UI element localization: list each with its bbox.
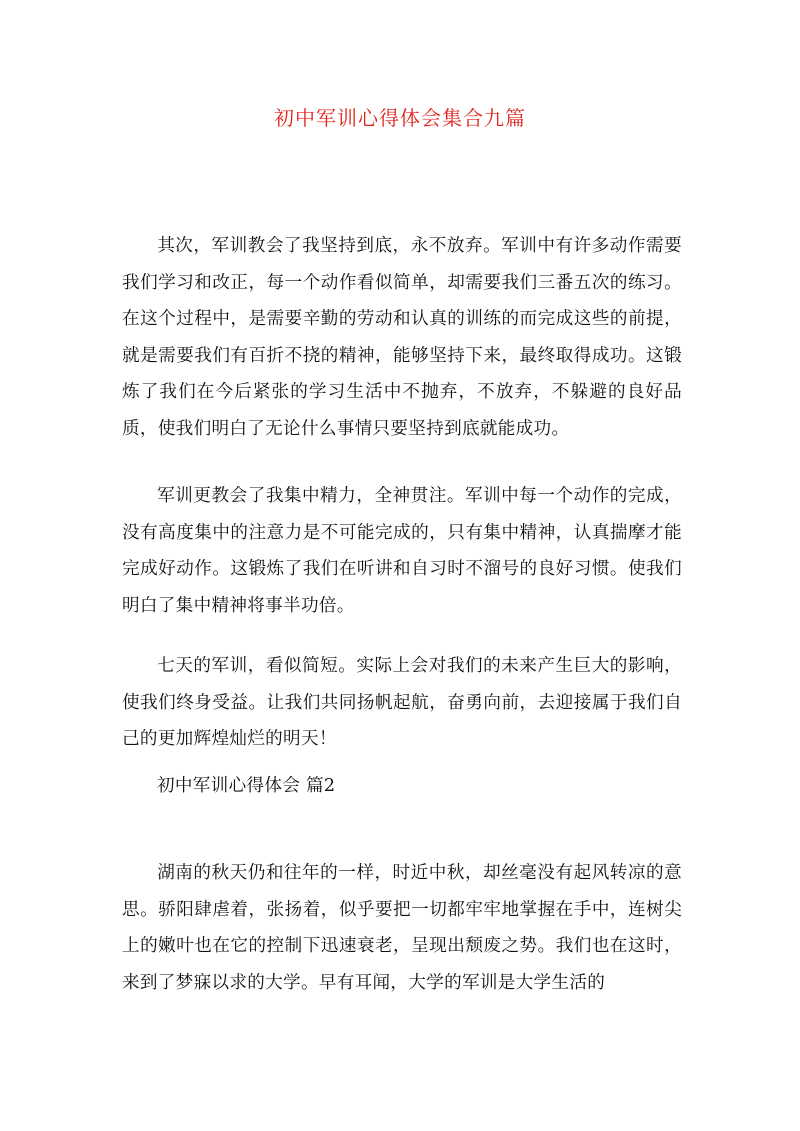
paragraph-hunan-autumn: 湖南的秋天仍和往年的一样，时近中秋，却丝毫没有起风转凉的意思。骄阳肆虐着，张扬着，似乎要把一切都牢牢地掌握在手中，连树尖上的嫩叶也在它的控制下迅速衰老，呈现出颓废之势。我们也在这时，来到了梦寐以求的大学。早有耳闻，大学的军训是大学生活的 [122, 863, 682, 993]
paragraph-persistence: 其次，军训教会了我坚持到底，永不放弃。军训中有许多动作需要我们学习和改正，每一个动作看似简单，却需要我们三番五次的练习。在这个过程中，是需要辛勤的劳动和认真的训练的而完成这些的前提，就是需要我们有百折不挠的精神，能够坚持下来，最终取得成功。这锻炼了我们在今后紧张的学习生活中不抛弃，不放弃，不躲避的良好品质，使我们明白了无论什么事情只要坚持到底就能成功。 [122, 236, 682, 439]
document-title: 初中军训心得体会集合九篇 [274, 106, 526, 130]
paragraph-conclusion: 七天的军训，看似简短。实际上会对我们的未来产生巨大的影响，使我们终身受益。让我们共同扬帆起航，奋勇向前，去迎接属于我们自己的更加辉煌灿烂的明天！ [122, 656, 682, 750]
paragraph-concentration: 军训更教会了我集中精力，全神贯注。军训中每一个动作的完成，没有高度集中的注意力是不可能完成的，只有集中精神，认真揣摩才能完成好动作。这锻炼了我们在听讲和自习时不溜号的良好习惯。使我们明白了集中精神将事半功倍。 [122, 486, 682, 616]
section-heading-part-2: 初中军训心得体会 篇2 [157, 776, 336, 796]
